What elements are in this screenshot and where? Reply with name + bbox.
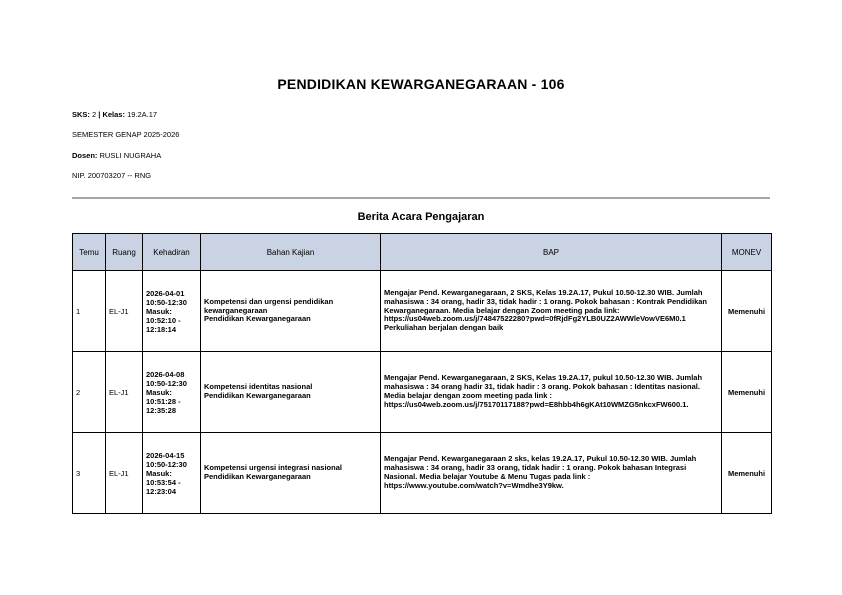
bahan-line: Kompetensi identitas nasional	[204, 383, 313, 392]
cell-monev: Memenuhi	[722, 433, 772, 514]
kehadiran-line: Masuk:	[146, 468, 172, 478]
kelas-value: 19.2A.17	[127, 110, 158, 119]
sks-value: 2	[92, 110, 97, 119]
cell-ruang: EL-J1	[106, 433, 143, 514]
section-title: Berita Acara Pengajaran	[357, 211, 485, 223]
cell-ruang: EL-J1	[106, 271, 143, 352]
kehadiran-line: Masuk:	[146, 387, 172, 397]
bap-line: Kewarganegaraan. Media belajar dengan Zoom meeting pada link:	[384, 306, 620, 315]
sks-kelas-line	[72, 110, 157, 119]
table-row	[73, 433, 772, 514]
bap-line: Mengajar Pend. Kewarganegaraan, 2 SKS, Kelas 19.2A.17, Pukul 10.50-12.30 WIB. Jumlah	[384, 289, 703, 297]
semester-line: SEMESTER GENAP 2025-2026	[72, 130, 180, 139]
table-header-row	[73, 234, 772, 271]
dosen-label: Dosen:	[72, 151, 100, 160]
kehadiran-line: 12:18:14	[146, 324, 177, 334]
col-header-kehadiran: Kehadiran	[143, 234, 201, 271]
cell-monev: Memenuhi	[722, 352, 772, 433]
dosen-value: RUSLI NUGRAHA	[99, 151, 162, 160]
bap-line: https://www.youtube.com/watch?v=Wmdhe3Y9kw.	[384, 481, 564, 490]
cell-kehadiran	[143, 433, 201, 514]
kehadiran-line: 10:50-12:30	[146, 459, 187, 469]
col-header-monev: MONEV	[722, 234, 772, 271]
nip-line: NIP. 200703207 -- RNG	[72, 171, 152, 180]
bahan-line: Pendidikan Kewarganegaraan	[204, 315, 311, 324]
bahan-line: Kompetensi urgensi integrasi nasional	[204, 464, 342, 473]
bap-line: Mengajar Pend. Kewarganegaraan 2 sks, kelas 19.2A.17, Pukul 10.50-12.30 WIB. Jumlah	[384, 455, 697, 464]
cell-bap	[381, 271, 722, 352]
kehadiran-line: Masuk:	[146, 306, 172, 316]
bahan-line: kewarganegaraan	[204, 306, 268, 315]
bap-line: mahasiswa : 34 orang hadir 31, tidak hadir : 3 orang. Pokok bahasan : Identitas nasional.	[384, 383, 700, 392]
kehadiran-line: 10:51:28 -	[146, 396, 181, 406]
cell-bap	[381, 433, 722, 514]
col-header-temu: Temu	[73, 234, 106, 271]
kehadiran-line: 10:52:10 -	[146, 315, 181, 325]
col-header-bahan-kajian: Bahan Kajian	[201, 234, 381, 271]
cell-bahan-kajian	[201, 271, 381, 352]
bap-line: Media belajar dengan zoom meeting pada link :	[384, 392, 552, 400]
page-title: PENDIDIKAN KEWARGANEGARAAN - 106	[277, 76, 565, 92]
table-row	[73, 352, 772, 433]
kehadiran-line: 12:35:28	[146, 405, 177, 415]
dosen-line	[72, 151, 161, 160]
cell-temu: 2	[73, 352, 106, 433]
bahan-line: Kompetensi dan urgensi pendidikan	[204, 297, 334, 306]
cell-temu: 1	[73, 271, 106, 352]
bahan-line: Pendidikan Kewarganegaraan	[204, 392, 311, 400]
bap-line: Nasional. Media belajar Youtube & Menu Tugas pada link :	[384, 473, 591, 481]
bap-line: mahasiswa : 34 orang, hadir 33, tidak hadir : 1 orang. Pokok bahasan : Kontrak Pendidikan	[384, 297, 708, 306]
cell-monev: Memenuhi	[722, 271, 772, 352]
bap-line: Mengajar Pend. Kewarganegaraan, 2 SKS, Kelas 19.2A.17, pukul 10.50-12.30 WIB. Jumlah	[384, 374, 703, 383]
sks-label: SKS:	[72, 110, 93, 119]
cell-bahan-kajian	[201, 433, 381, 514]
cell-temu: 3	[73, 433, 106, 514]
bap-line: https://us04web.zoom.us/j/74847522280?pwd=0fRjdFg2YLB0UZ2AWWleVowVE6M0.1	[384, 315, 686, 324]
bap-table	[72, 233, 772, 514]
bap-line: https://us04web.zoom.us/j/75170117188?pwd=E8hbb4h6gKAt10WMZG5nkcxFW600.1.	[384, 400, 689, 409]
kehadiran-line: 2026-04-15	[146, 450, 185, 460]
col-header-bap: BAP	[381, 234, 722, 271]
cell-bahan-kajian	[201, 352, 381, 433]
bap-line: Perkuliahan berjalan dengan baik	[384, 324, 504, 333]
cell-bap	[381, 352, 722, 433]
cell-kehadiran	[143, 271, 201, 352]
kehadiran-line: 10:53:54 -	[146, 477, 181, 487]
kehadiran-line: 12:23:04	[146, 486, 177, 496]
kelas-label: | Kelas:	[96, 110, 128, 119]
cell-ruang: EL-J1	[106, 352, 143, 433]
col-header-ruang: Ruang	[106, 234, 143, 271]
bahan-line: Pendidikan Kewarganegaraan	[204, 473, 311, 481]
kehadiran-line: 10:50-12:30	[146, 297, 187, 307]
table-row	[73, 271, 772, 352]
kehadiran-line: 10:50-12:30	[146, 378, 187, 388]
kehadiran-line: 2026-04-08	[146, 369, 185, 379]
cell-kehadiran	[143, 352, 201, 433]
kehadiran-line: 2026-04-01	[146, 288, 185, 298]
divider	[72, 197, 770, 199]
bap-line: mahasiswa : 34 orang, hadir 33 orang, tidak hadir : 1 orang. Pokok bahasan Integrasi	[384, 464, 687, 473]
